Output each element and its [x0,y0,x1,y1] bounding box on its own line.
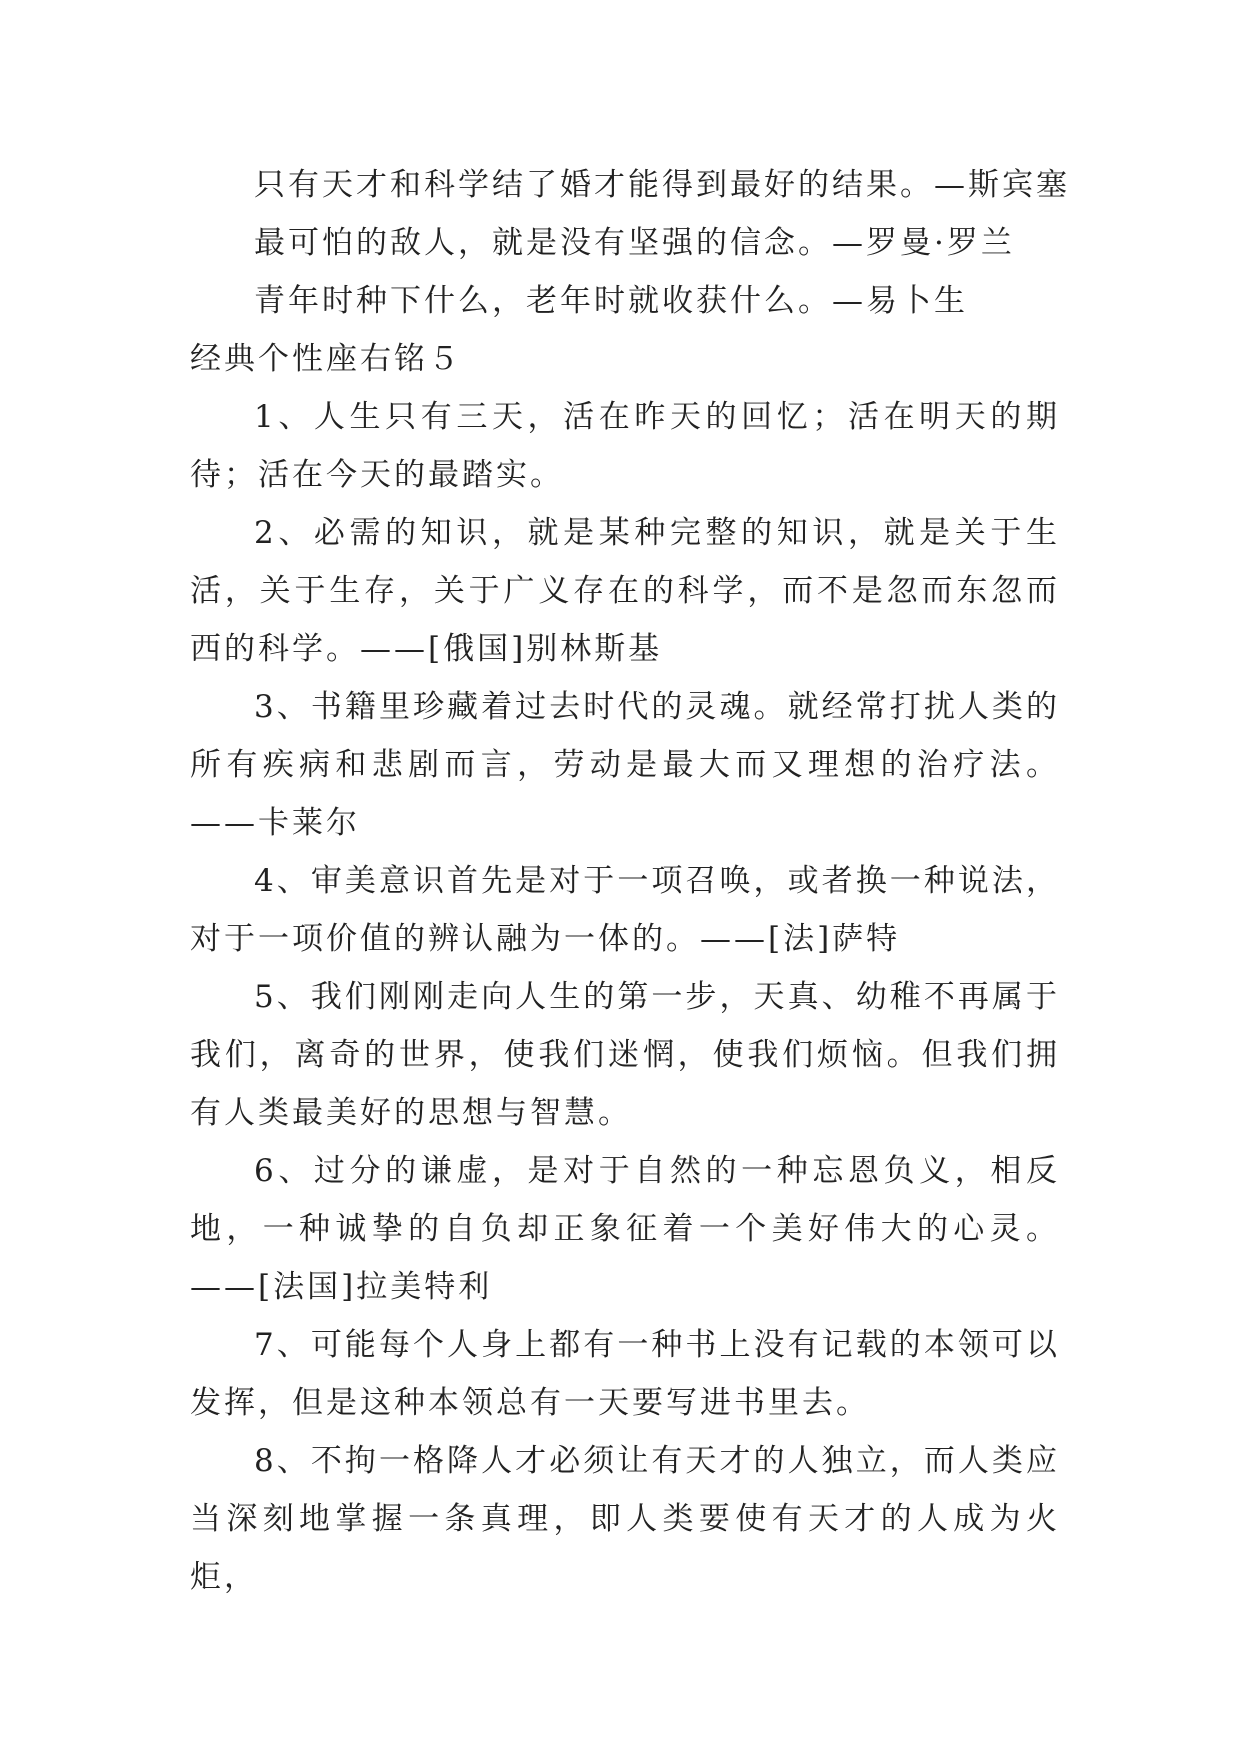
document-body [190,156,1070,1606]
quote-line: 只有天才和科学结了婚才能得到最好的结果。—斯宾塞 [254,167,1070,203]
motto-paragraph: 5、我们刚刚走向人生的第一步，天真、幼稚不再属于我们，离奇的世界，使我们迷惘，使我们烦恼。但我们拥有人类最美好的思想与智慧。 [190,979,1060,1131]
motto-paragraph: 2、必需的知识，就是某种完整的知识，就是关于生活，关于生存，关于广义存在的科学，而不是忽而东忽而西的科学。——[俄国]别林斯基 [190,515,1060,667]
motto-paragraph: 6、过分的谦虚，是对于自然的一种忘恩负义，相反地，一种诚挚的自负却正象征着一个美好伟大的心灵。——[法国]拉美特利 [190,1153,1060,1305]
quote-line: 青年时种下什么，老年时就收获什么。—易卜生 [254,283,968,319]
motto-paragraph: 7、可能每个人身上都有一种书上没有记载的本领可以发挥，但是这种本领总有一天要写进书里去。 [190,1327,1060,1421]
section-heading: 经典个性座右铭５ [190,341,462,377]
motto-paragraph: 1、人生只有三天，活在昨天的回忆；活在明天的期待；活在今天的最踏实。 [190,399,1060,493]
motto-paragraph: 3、书籍里珍藏着过去时代的灵魂。就经常打扰人类的所有疾病和悲剧而言，劳动是最大而又理想的治疗法。——卡莱尔 [190,689,1060,841]
motto-paragraph: 4、审美意识首先是对于一项召唤，或者换一种说法，对于一项价值的辨认融为一体的。——[法]萨特 [190,863,1060,957]
motto-paragraph: 8、不拘一格降人才必须让有天才的人独立，而人类应当深刻地掌握一条真理，即人类要使有天才的人成为火炬， [190,1443,1060,1595]
quote-line: 最可怕的敌人，就是没有坚强的信念。—罗曼·罗兰 [254,225,1015,261]
